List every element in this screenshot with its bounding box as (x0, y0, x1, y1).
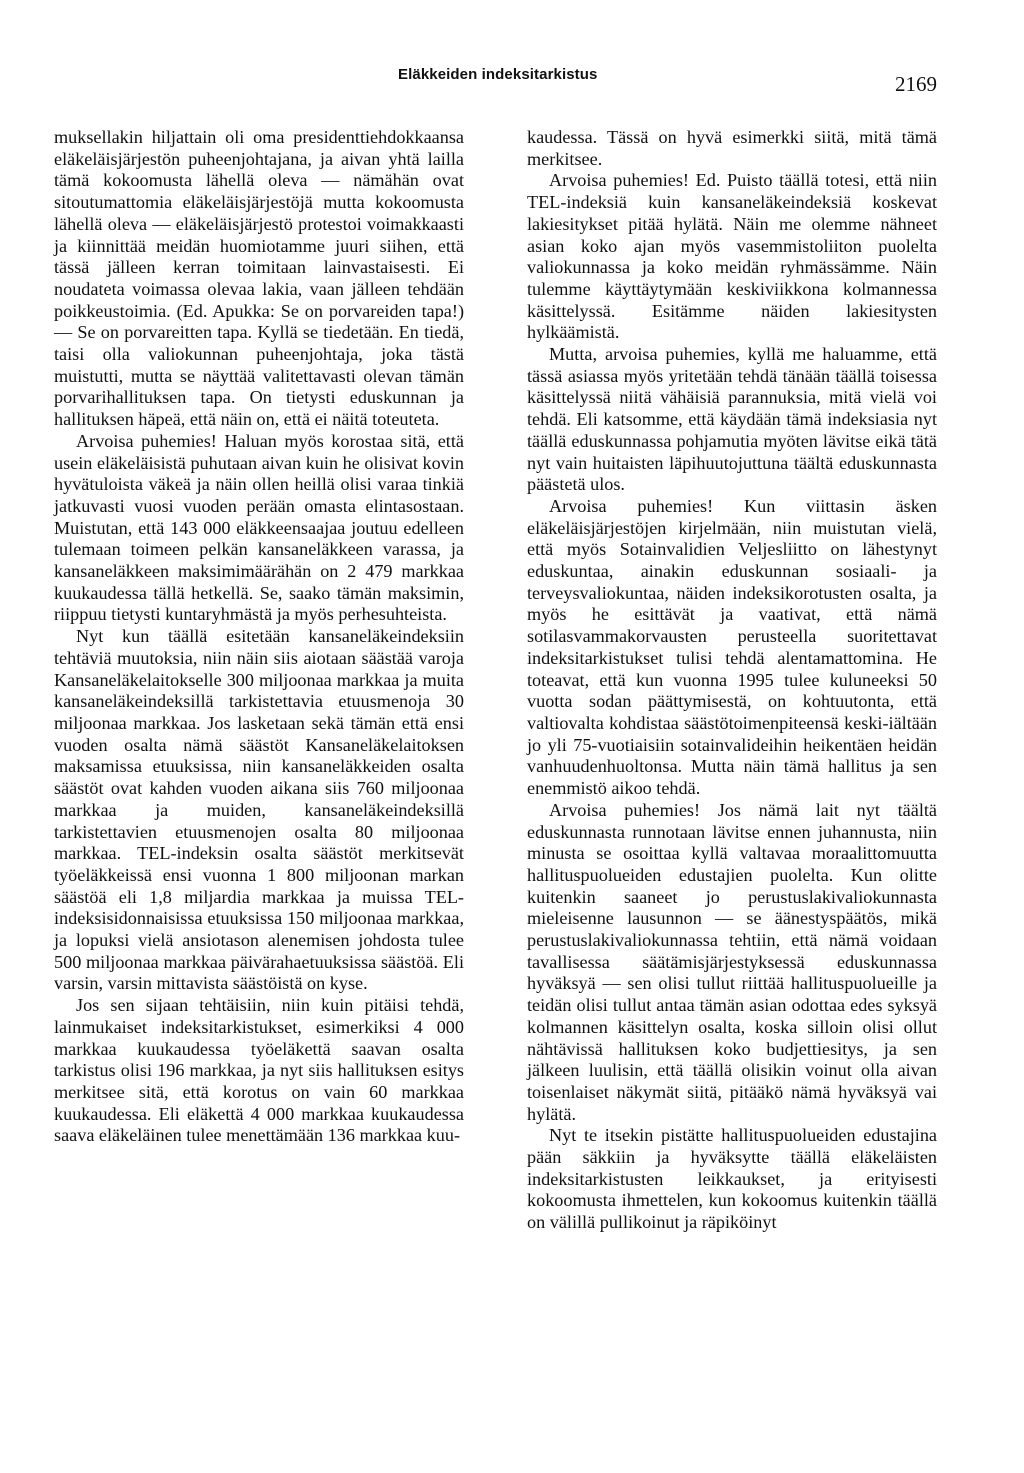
paragraph: Arvoisa puhemies! Haluan myös korostaa sitä, että usein eläkeläisistä puhutaan aivan kuin he olisivat kovin hyvätuloista väkeä ja näin ollen heillä olisi varaa tinkiä jatkuvasti vuosi vuoden perään omasta elintasostaan. Muistutan, että 143 000 eläkkeensaajaa joutuu edelleen tulemaan toimeen pelkän kansaneläkkeen varassa, ja kansaneläkkeen maksimimäärähän on 2 479 markkaa kuukaudessa tällä hetkellä. Se, saako tämän maksimin, riippuu tietysti kuntaryhmästä ja myös perhesuhteista. (54, 430, 464, 625)
paragraph: Jos sen sijaan tehtäisiin, niin kuin pitäisi tehdä, lainmukaiset indeksitarkistukset, esimerkiksi 4 000 markkaa kuukaudessa työeläkettä saavan osalta tarkistus olisi 196 markkaa, ja nyt siis hallituksen esitys merkitsee sitä, että korotus on vain 60 markkaa kuukaudessa. Eli eläkettä 4 000 markkaa kuukaudessa saava eläkeläinen tulee menettämään 136 markkaa kuu- (54, 995, 464, 1146)
paragraph: muksellakin hiljattain oli oma presidenttiehdokkaansa eläkeläisjärjestön puheenjohtajana, ja aivan yhtä lailla tämä kokoomusta lähellä oleva — nämähän ovat sitoutumattomia eläkeläisjärjestöjä mutta kokoomusta lähellä oleva — eläkeläisjärjestö protestoi voimakkaasti ja kiinnittää meidän huomiotamme juuri siihen, että tässä jälleen kerran toimitaan lainvastaisesti. Ei noudateta voimassa olevaa lakia, vaan jälleen tehdään poikkeustoimia. (Ed. Apukka: Se on porvareiden tapa!) — Se on porvareitten tapa. Kyllä se tiedetään. En tiedä, taisi olla valiokunnan puheenjohtaja, joka tästä muistutti, mutta se näyttää valitettavasti olevan tämän porvarihallituksen tapa. On tietysti eduskunnan ja hallituksen häpeä, että näin on, että ei näitä toteuteta. (54, 127, 464, 430)
paragraph: Mutta, arvoisa puhemies, kyllä me haluamme, että tässä asiassa myös yritetään tehdä tänään täällä toisessa käsittelyssä niitä vähäisiä parannuksia, mitä vielä voi tehdä. Eli katsomme, että käydään tämä indeksiasia nyt täällä eduskunnassa pohjamutia myöten lävitse eikä tätä nyt vain huitaisten läpihuutojuttuna täältä eduskunnasta päästetä ulos. (527, 344, 937, 495)
page-header (0, 66, 1024, 100)
paragraph: Arvoisa puhemies! Ed. Puisto täällä totesi, että niin TEL-indeksiä kuin kansaneläkeindeksiä koskevat lakiesitykset pitää hylätä. Näin me olemme nähneet asian koko ajan myös vasemmistoliiton puolelta valiokunnassa ja koko meidän ryhmässämme. Näin tulemme käyttäytymään keskiviikkona kolmannessa käsittelyssä. Esitämme näiden lakiesitysten hylkäämistä. (527, 170, 937, 343)
paragraph: Arvoisa puhemies! Jos nämä lait nyt täältä eduskunnasta runnotaan lävitse ennen juhannusta, niin minusta se osoittaa kyllä valtavaa moraalittomuutta hallituspuolueiden edustajien puolelta. Kun olitte kuitenkin saaneet jo perustuslakivaliokunnasta mieleisenne lausunnon — se äänestyspäätös, mikä perustuslakivaliokunnassa tehtiin, että nämä voidaan tavallisessa säätämisjärjestyksessä eduskunnassa hyväksyä — sen olisi tullut riittää hallituspuolueille ja teidän olisi tullut antaa tämän asian odottaa edes syksyä kolmannen käsittelyn osalta, koska silloin olisi ollut nähtävissä hallituksen koko budjettiesitys, ja sen jälkeen luulisin, että täällä olisikin voinut olla aivan toisenlaiset näkymät siitä, pitääkö nämä hyväksyä vai hylätä. (527, 799, 937, 1124)
paragraph: Nyt kun täällä esitetään kansaneläkeindeksiin tehtäviä muutoksia, niin näin siis aiotaan säästää varoja Kansaneläkelaitokselle 300 miljoonaa markkaa ja muita kansaneläkeindeksillä tarkistettavia etuusmenoja 30 miljoonaa markkaa. Jos lasketaan sekä tämän että ensi vuoden osalta nämä säästöt Kansaneläkelaitoksen maksamissa etuuksissa, niin kansaneläkkeiden osalta säästöt ovat kahden vuoden aikana siis 760 miljoonaa markkaa ja muiden, kansaneläkeindeksillä tarkistettavien etuusmenojen osalta 80 miljoonaa markkaa. TEL-indeksin osalta säästöt merkitsevät työeläkkeissä ensi vuonna 1 800 miljoonan markan säästöä eli 1,8 miljardia markkaa ja muissa TEL-indeksisidonnaisissa etuuksissa 150 miljoonaa markkaa, ja lopuksi vielä ansiotason alenemisen johdosta tulee 500 miljoonaa markkaa päivärahaetuuksissa säästöä. Eli varsin, varsin mittavista säästöistä on kyse. (54, 626, 464, 994)
running-title: Eläkkeiden indeksitarkistus (398, 66, 598, 83)
page-number: 2169 (895, 72, 937, 96)
paragraph: Nyt te itsekin pistätte hallituspuolueiden edustajina pään säkkiin ja hyväksytte täällä eläkeläisten indeksitarkistusten leikkaukset, ja erityisesti kokoomusta ihmettelen, kun kokoomus kuitenkin täällä on välillä pullikoinut ja räpiköinyt (527, 1125, 937, 1233)
paragraph: kaudessa. Tässä on hyvä esimerkki siitä, mitä tämä merkitsee. (527, 127, 937, 169)
left-column (54, 127, 464, 1147)
paragraph: Arvoisa puhemies! Kun viittasin äsken eläkeläisjärjestöjen kirjelmään, niin muistutan vielä, että myös Sotainvalidien Veljesliitto on lähestynyt eduskuntaa, ainakin eduskunnan sosiaali- ja terveysvaliokuntaa, näiden indeksikorotusten osalta, ja myös he esittävät ja vaativat, että nämä sotilasvammakorvausten perusteella suoritettavat indeksitarkistukset tulisi tehdä alentamattomina. He toteavat, että kun vuonna 1995 tulee kuluneeksi 50 vuotta sodan päättymisestä, on kohtuutonta, että valtiovalta kohdistaa säästötoimenpiteensä keski-iältään jo yli 75-vuotiaisiin sotainvalideihin heikentäen heidän vanhuudenhuoltonsa. Mutta näin tämä hallitus ja sen enemmistö aikoo tehdä. (527, 495, 937, 799)
right-column (527, 127, 937, 1234)
